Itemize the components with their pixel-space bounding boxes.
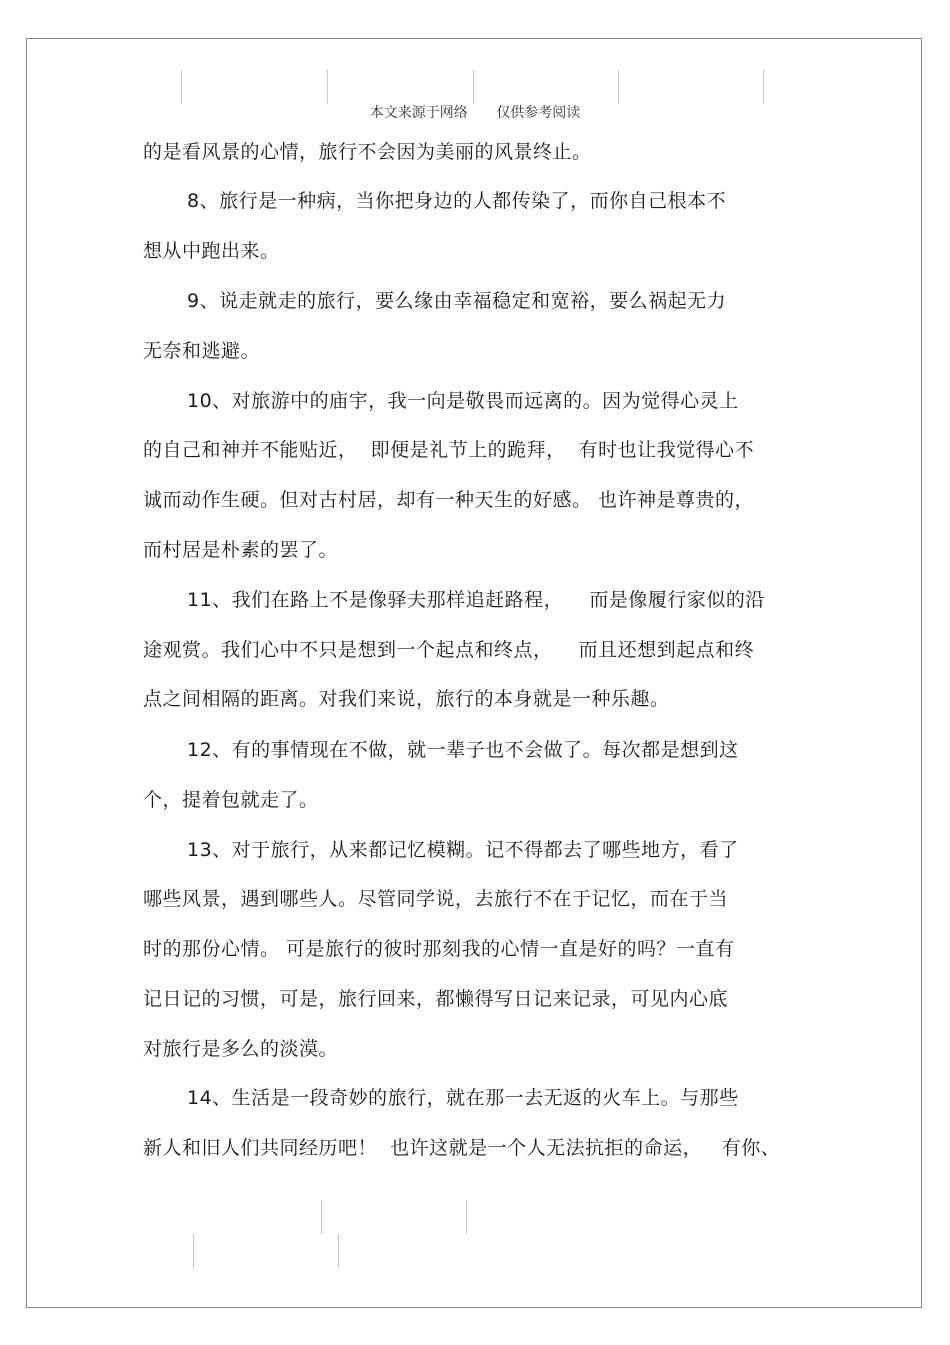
header-tick (618, 70, 619, 104)
text-line: 8、旅行是一种病，当你把身边的人都传染了，而你自己根本不 (187, 190, 727, 212)
header-tick (473, 70, 474, 104)
text-line: 的自己和神并不能贴近， 即便是礼节上的跪拜， 有时也让我觉得心不 (143, 439, 755, 461)
footer-tick (466, 1200, 467, 1234)
footer-tick (321, 1200, 322, 1234)
header-tick (763, 70, 764, 104)
footer-tick (193, 1234, 194, 1268)
header-tick (327, 70, 328, 104)
text-line: 13、对于旅行，从来都记忆模糊。记不得都去了哪些地方，看了 (187, 839, 739, 861)
text-line: 途观赏。我们心中不只是想到一个起点和终点， 而且还想到起点和终 (143, 639, 755, 661)
text-line: 新人和旧人们共同经历吧！ 也许这就是一个人无法抗拒的命运， 有你、 (143, 1137, 781, 1159)
text-line: 点之间相隔的距离。对我们来说，旅行的本身就是一种乐趣。 (143, 688, 670, 710)
text-line: 12、有的事情现在不做，就一辈子也不会做了。每次都是想到这 (187, 739, 739, 761)
text-line: 而村居是朴素的罢了。 (143, 539, 339, 561)
text-line: 哪些风景，遇到哪些人。尽管同学说，去旅行不在于记忆，而在于当 (143, 888, 729, 910)
text-line: 9、说走就走的旅行，要么缘由幸福稳定和宽裕，要么祸起无力 (187, 290, 727, 312)
text-line: 时的那份心情。 可是旅行的彼时那刻我的心情一直是好的吗？一直有 (143, 938, 735, 960)
text-line: 11、我们在路上不是像驿夫那样追赶路程， 而是像履行家似的沿 (187, 589, 765, 611)
header-reference-note: 仅供参考阅读 (496, 105, 581, 121)
text-line: 无奈和逃避。 (143, 340, 261, 362)
page-header (0, 102, 950, 122)
footer-tick (338, 1234, 339, 1268)
text-line: 记日记的习惯，可是，旅行回来，都懒得写日记来记录，可见内心底 (143, 988, 729, 1010)
text-line: 个，提着包就走了。 (143, 789, 319, 811)
text-line: 对旅行是多么的淡漠。 (143, 1038, 339, 1060)
text-line: 想从中跑出来。 (143, 240, 280, 262)
header-tick (181, 70, 182, 104)
page-border (26, 38, 922, 1308)
text-line: 10、对旅游中的庙宇，我一向是敬畏而远离的。因为觉得心灵上 (187, 390, 739, 412)
text-line: 的是看风景的心情，旅行不会因为美丽的风景终止。 (143, 141, 592, 163)
text-line: 诚而动作生硬。但对古村居，却有一种天生的好感。 也许神是尊贵的， (143, 489, 755, 511)
text-line: 14、生活是一段奇妙的旅行，就在那一去无返的火车上。与那些 (187, 1087, 739, 1109)
header-source-note: 本文来源于网络 (369, 105, 468, 121)
